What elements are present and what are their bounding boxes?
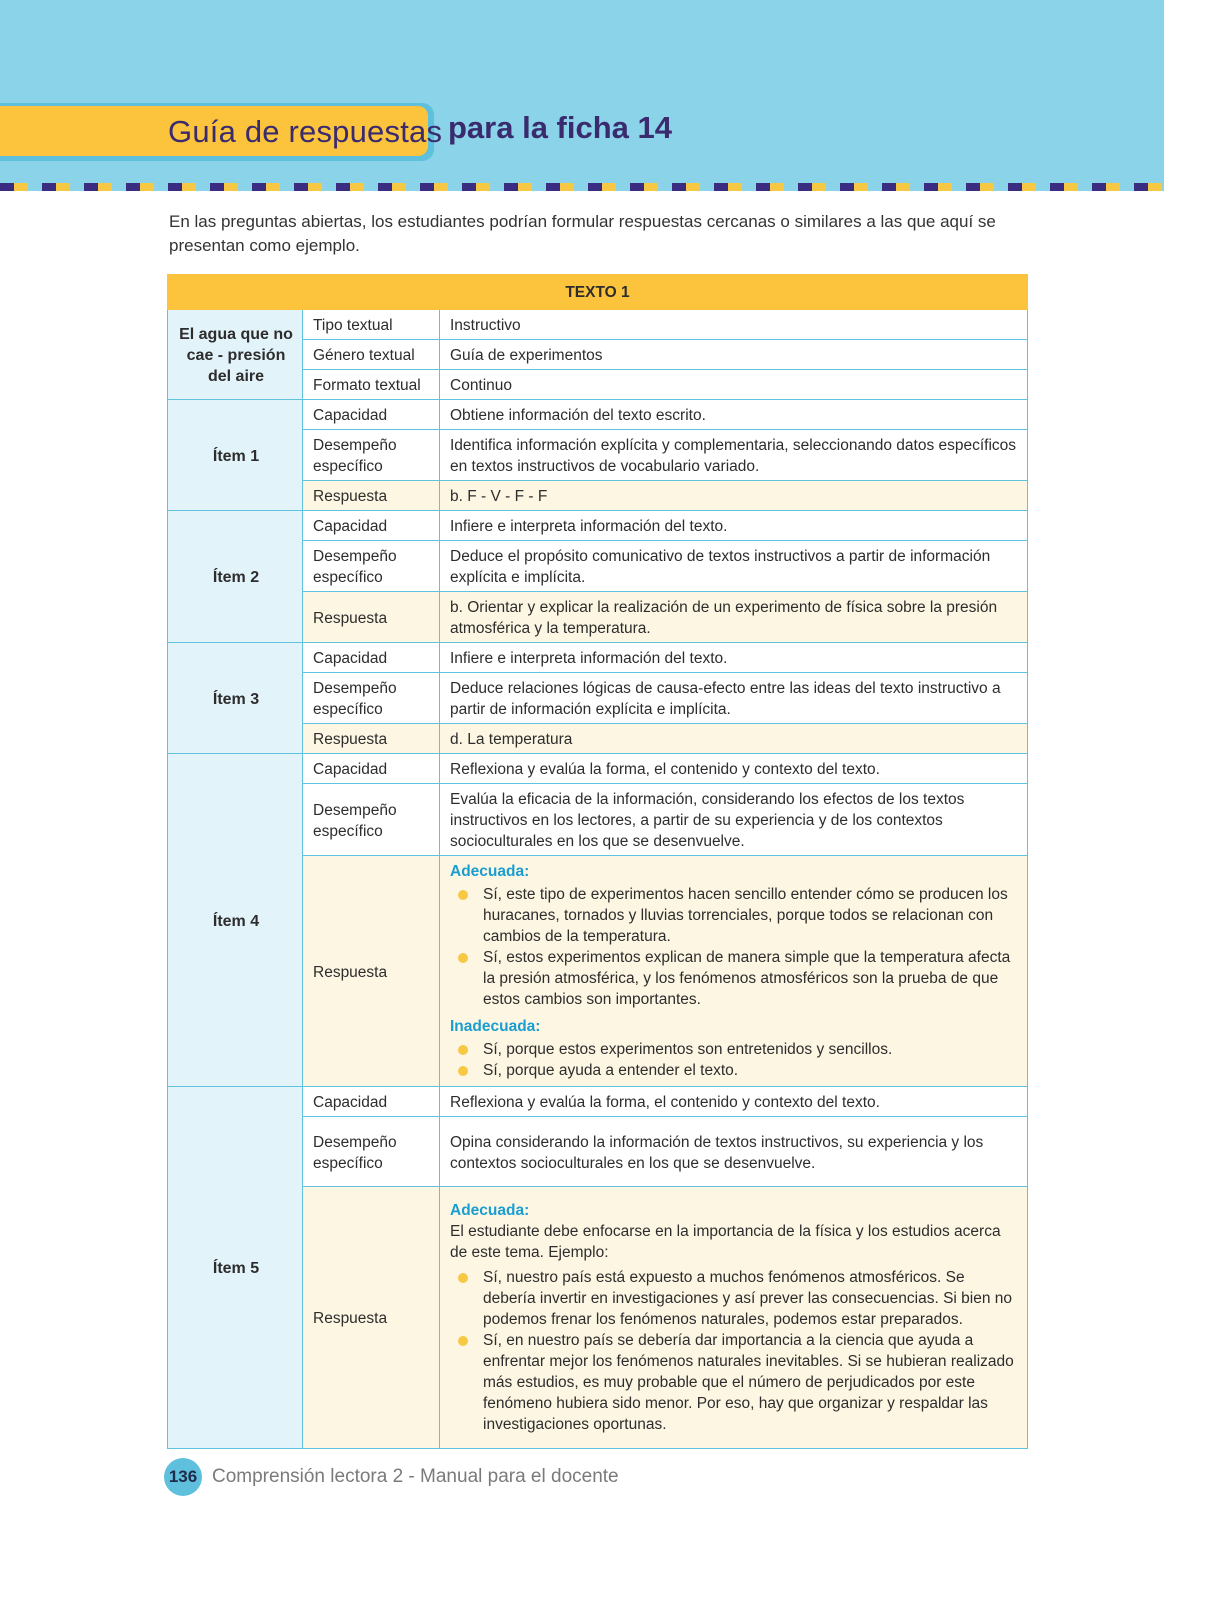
page-title-main: Guía de respuestas bbox=[168, 114, 443, 149]
capacidad-label: Capacidad bbox=[303, 511, 440, 541]
capacidad-label: Capacidad bbox=[303, 1087, 440, 1117]
item-1-label: Ítem 1 bbox=[168, 400, 303, 511]
capacidad-label: Capacidad bbox=[303, 754, 440, 784]
list-item: Sí, estos experimentos explican de manera simple que la temperatura afecta la presión atmosférica, y los fenómenos atmosféricos son la prueba de que estos cambios son importantes. bbox=[450, 947, 1019, 1010]
respuesta-value bbox=[440, 856, 1028, 1087]
item-5-label: Ítem 5 bbox=[168, 1087, 303, 1449]
respuesta-value: d. La temperatura bbox=[440, 724, 1028, 754]
decorative-stripe bbox=[0, 183, 1164, 191]
list-item: Sí, este tipo de experimentos hacen sencillo entender cómo se producen los huracanes, tornados y lluvias torrenciales, porque todos se relacionan con cambios de la temperatura. bbox=[450, 884, 1019, 947]
capacidad-value: Reflexiona y evalúa la forma, el contenido y contexto del texto. bbox=[440, 754, 1028, 784]
desempeno-value: Identifica información explícita y complementaria, seleccionando datos específicos en textos instructivos de vocabulario variado. bbox=[440, 430, 1028, 481]
meta-value: Guía de experimentos bbox=[440, 340, 1028, 370]
item-4-label: Ítem 4 bbox=[168, 754, 303, 1087]
capacidad-value: Infiere e interpreta información del texto. bbox=[440, 643, 1028, 673]
bullet-icon bbox=[458, 1045, 468, 1055]
header-banner bbox=[0, 0, 1164, 190]
respuesta-value: b. Orientar y explicar la realización de un experimento de física sobre la presión atmosférica y la temperatura. bbox=[440, 592, 1028, 643]
list-item: Sí, en nuestro país se debería dar importancia a la ciencia que ayuda a enfrentar mejor los fenómenos naturales inevitables. Si se hubieran realizado más estudios, es muy probable que el número de perjudicados por este fenómeno hubiera sido menor. Por eso, hay que organizar y respaldar las investigaciones oportunas. bbox=[450, 1330, 1019, 1435]
desempeno-label: Desempeño específico bbox=[303, 430, 440, 481]
desempeno-label: Desempeño específico bbox=[303, 673, 440, 724]
desempeno-label: Desempeño específico bbox=[303, 784, 440, 856]
adecuada-heading: Adecuada: bbox=[450, 863, 530, 880]
list-item: Sí, nuestro país está expuesto a muchos fenómenos atmosféricos. Se debería invertir en investigaciones y así prever las consecuencias. Si bien no podemos frenar los fenómenos naturales, podemos estar preparados. bbox=[450, 1267, 1019, 1330]
page-title-rest: para la ficha 14 bbox=[448, 110, 673, 145]
desempeno-value: Opina considerando la información de textos instructivos, su experiencia y los contextos socioculturales en los que se desenvuelve. bbox=[440, 1117, 1028, 1187]
meta-value: Instructivo bbox=[440, 310, 1028, 340]
meta-label: Género textual bbox=[303, 340, 440, 370]
desempeno-label: Desempeño específico bbox=[303, 1117, 440, 1187]
respuesta-value bbox=[440, 1187, 1028, 1449]
capacidad-value: Obtiene información del texto escrito. bbox=[440, 400, 1028, 430]
desempeno-value: Evalúa la eficacia de la información, considerando los efectos de los textos instructivos en los lectores, a partir de su experiencia y de los contextos socioculturales en los que se desenvuelve. bbox=[440, 784, 1028, 856]
bullet-icon bbox=[458, 953, 468, 963]
table-heading: TEXTO 1 bbox=[168, 275, 1028, 310]
meta-value: Continuo bbox=[440, 370, 1028, 400]
respuesta-label: Respuesta bbox=[303, 856, 440, 1087]
bullet-icon bbox=[458, 1066, 468, 1076]
adecuada-list bbox=[450, 884, 1019, 1010]
respuesta-value: b. F - V - F - F bbox=[440, 481, 1028, 511]
answer-guide-table bbox=[167, 274, 1028, 1449]
desempeno-value: Deduce relaciones lógicas de causa-efecto entre las ideas del texto instructivo a partir de información explícita e implícita. bbox=[440, 673, 1028, 724]
capacidad-label: Capacidad bbox=[303, 643, 440, 673]
list-item: Sí, porque estos experimentos son entretenidos y sencillos. bbox=[450, 1039, 1019, 1060]
respuesta-label: Respuesta bbox=[303, 1187, 440, 1449]
desempeno-value: Deduce el propósito comunicativo de textos instructivos a partir de información explícita e implícita. bbox=[440, 541, 1028, 592]
inadecuada-heading: Inadecuada: bbox=[450, 1018, 541, 1035]
item-3-label: Ítem 3 bbox=[168, 643, 303, 754]
respuesta-label: Respuesta bbox=[303, 724, 440, 754]
capacidad-label: Capacidad bbox=[303, 400, 440, 430]
adecuada-list bbox=[450, 1267, 1019, 1435]
meta-label: Tipo textual bbox=[303, 310, 440, 340]
list-item: Sí, porque ayuda a entender el texto. bbox=[450, 1060, 1019, 1081]
bullet-icon bbox=[458, 890, 468, 900]
adecuada-intro: El estudiante debe enfocarse en la importancia de la física y los estudios acerca de este tema. Ejemplo: bbox=[450, 1223, 1001, 1261]
meta-label: Formato textual bbox=[303, 370, 440, 400]
respuesta-label: Respuesta bbox=[303, 592, 440, 643]
respuesta-label: Respuesta bbox=[303, 481, 440, 511]
item-2-label: Ítem 2 bbox=[168, 511, 303, 643]
bullet-icon bbox=[458, 1336, 468, 1346]
bullet-icon bbox=[458, 1273, 468, 1283]
text-name-cell: El agua que no cae - presión del aire bbox=[168, 310, 303, 400]
inadecuada-list bbox=[450, 1039, 1019, 1081]
page-number: 136 bbox=[164, 1458, 202, 1496]
adecuada-heading: Adecuada: bbox=[450, 1202, 530, 1219]
intro-paragraph: En las preguntas abiertas, los estudiantes podrían formular respuestas cercanas o similares a las que aquí se presentan como ejemplo. bbox=[169, 212, 996, 255]
desempeno-label: Desempeño específico bbox=[303, 541, 440, 592]
book-title: Comprensión lectora 2 - Manual para el docente bbox=[212, 1466, 619, 1487]
capacidad-value: Infiere e interpreta información del texto. bbox=[440, 511, 1028, 541]
capacidad-value: Reflexiona y evalúa la forma, el contenido y contexto del texto. bbox=[440, 1087, 1028, 1117]
